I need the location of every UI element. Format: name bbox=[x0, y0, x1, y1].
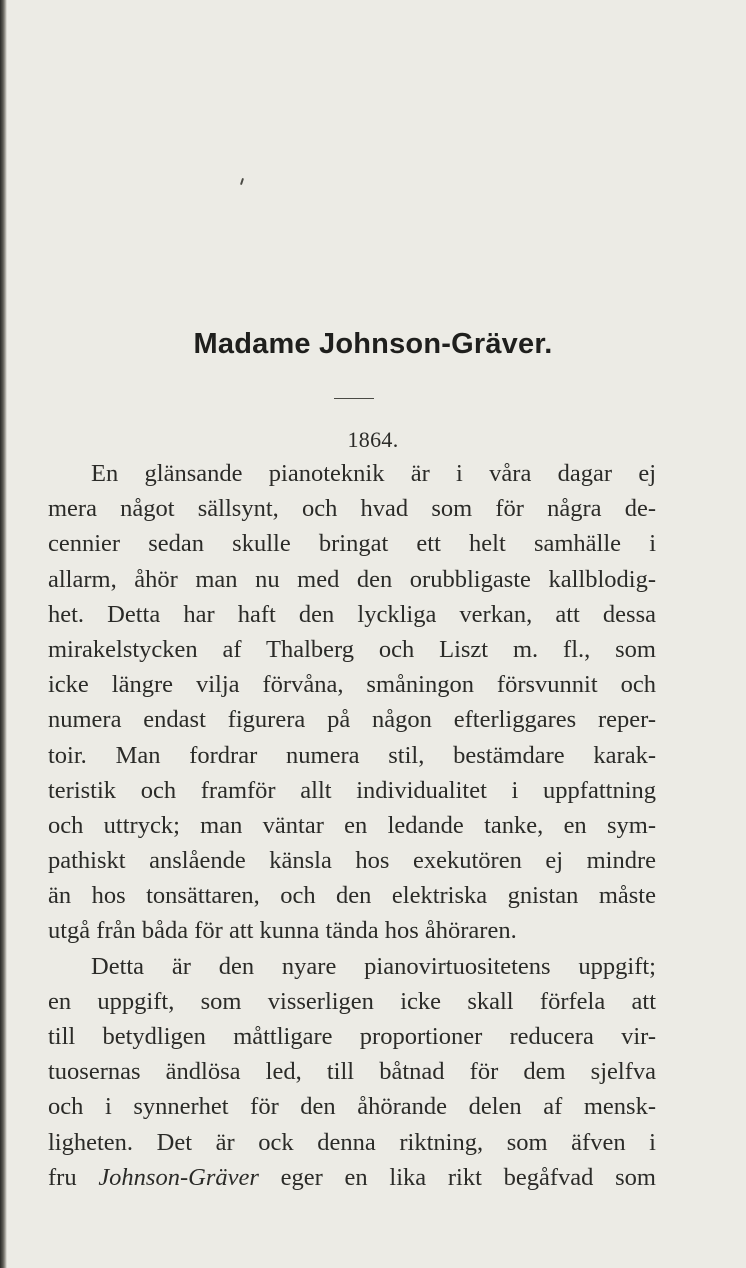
text-line: allarm, åhör man nu med den orubbligaste kallblodig- bbox=[48, 565, 656, 593]
text-line bbox=[48, 1160, 656, 1195]
text-line: toir. Man fordrar numera stil, bestämdare karak- bbox=[48, 741, 656, 769]
chapter-title: Madame Johnson-Gräver. bbox=[193, 328, 553, 360]
text-line: och uttryck; man väntar en ledande tanke, en sym- bbox=[48, 811, 656, 839]
text-line: het. Detta har haft den lyckliga verkan, att dessa bbox=[48, 600, 656, 628]
text-line: teristik och framför allt individualitet i uppfattning bbox=[48, 776, 656, 804]
text-line: mirakelstycken af Thalberg och Liszt m. fl., som bbox=[48, 635, 656, 663]
chapter-year: 1864. bbox=[347, 427, 399, 452]
text-line: Detta är den nyare pianovirtuositetens uppgift; bbox=[91, 952, 656, 980]
page-spine-edge bbox=[0, 0, 7, 1268]
title-rule bbox=[334, 398, 374, 399]
text-line: En glänsande pianoteknik är i våra dagar ej bbox=[91, 460, 656, 487]
text-line: en uppgift, som visserligen icke skall förfela att bbox=[48, 987, 656, 1015]
italic-name: Johnson-Gräver bbox=[98, 1163, 259, 1191]
text-line: utgå från båda för att kunna tända hos åhöraren. bbox=[48, 917, 517, 945]
paper-speck bbox=[240, 178, 244, 185]
text-line: cennier sedan skulle bringat ett helt samhälle i bbox=[48, 530, 656, 558]
text-line: numera endast figurera på någon efterliggares reper- bbox=[48, 706, 656, 734]
text-line: icke längre vilja förvåna, småningon försvunnit och bbox=[48, 671, 656, 699]
text-line: mera något sällsynt, och hvad som för några de- bbox=[48, 495, 656, 523]
text-line: ligheten. Det är ock denna riktning, som äfven i bbox=[48, 1128, 656, 1156]
text-line: och i synnerhet för den åhörande delen af mensk- bbox=[48, 1093, 656, 1121]
line-text-start: fru bbox=[48, 1163, 99, 1191]
text-line: än hos tonsättaren, och den elektriska gnistan måste bbox=[48, 882, 656, 910]
text-line: tuosernas ändlösa led, till båtnad för dem sjelfva bbox=[48, 1058, 656, 1086]
text-line: pathiskt anslående känsla hos exekutören ej mindre bbox=[48, 847, 656, 875]
body-text bbox=[48, 456, 656, 1195]
text-line: till betydligen måttligare proportioner reducera vir- bbox=[48, 1023, 656, 1050]
line-text-end: eger en lika rikt begåfvad som bbox=[258, 1163, 656, 1191]
